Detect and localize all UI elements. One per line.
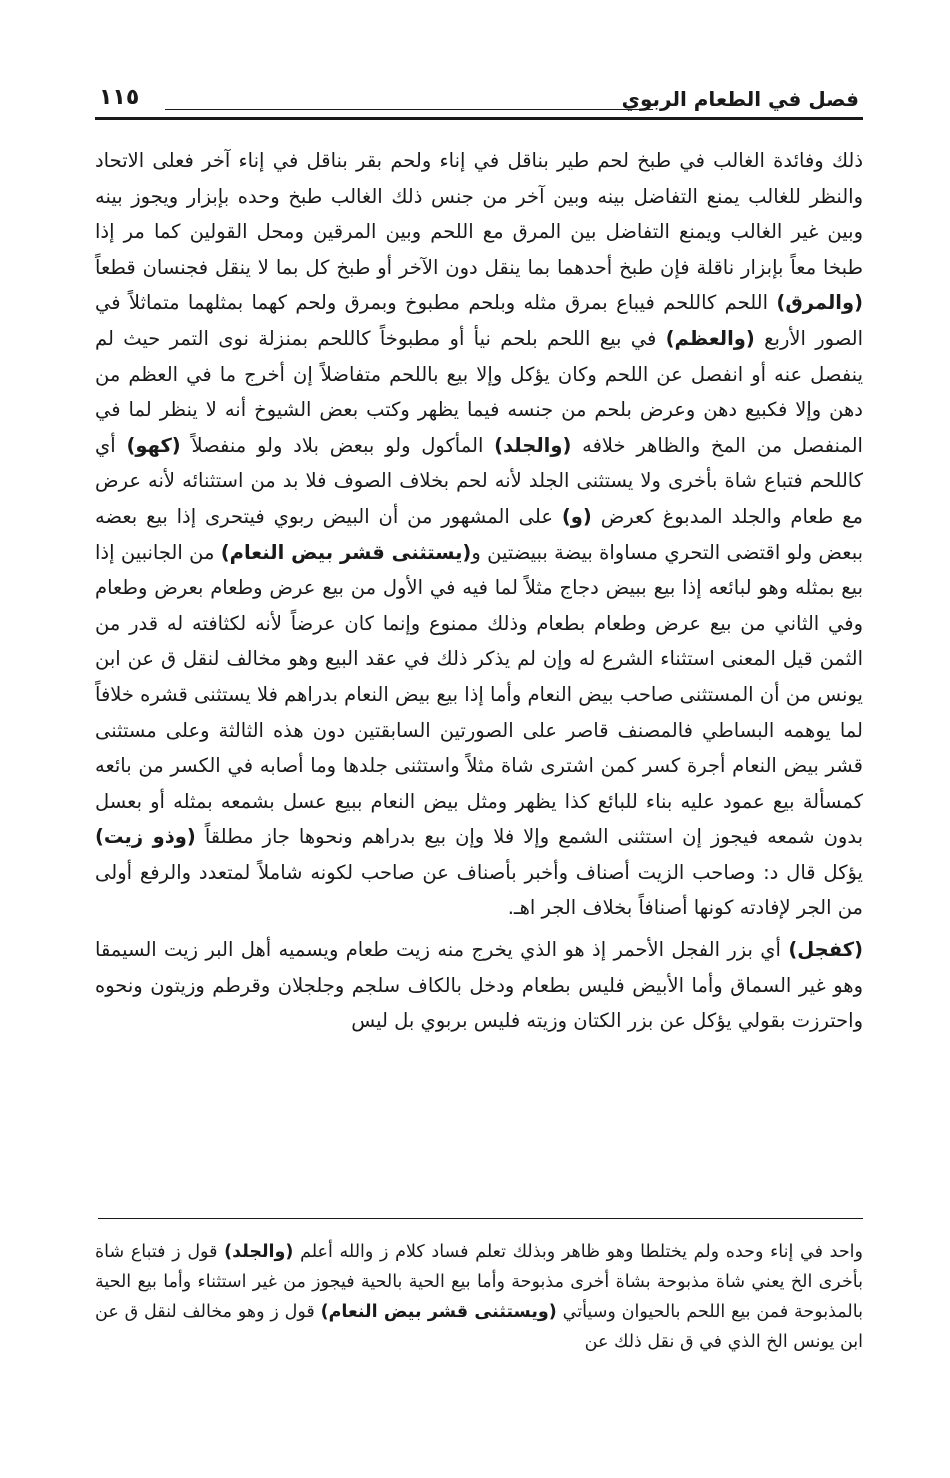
body-text: أي بزر الفجل الأحمر إذ هو الذي يخرج منه زيت طعام ويسميه أهل البر زيت السيمقا وهو غير السماق وأما الأبيض فليس بطعام ودخل بالكاف سلجم وجلجلان وقرطم وزيتون ونحوه واحترزت بقولي يؤكل عن بزر الكتان وزيته فليس بربوي بل ليس: [95, 938, 863, 1033]
main-text: [95, 143, 863, 1039]
matn-term: (وذو زيت): [95, 825, 196, 849]
body-text: يؤكل قال د: وصاحب الزيت أصناف وأخبر بأصناف عن صاحب لكونه شاملاً لمتعدد والرفع أولى من الجر لإفادته كونها أصنافاً بخلاف الجر اهـ.: [95, 860, 863, 920]
page-header: [95, 85, 863, 119]
header-rule: [165, 109, 653, 110]
footnote-term: (ويستثنى قشر بيض النعام): [320, 1302, 557, 1322]
page-number: ١١٥: [99, 85, 140, 110]
book-page: [95, 85, 863, 1415]
body-text: على المشهور من أن البيض ربوي فيتحرى إذا بيع بعضه ببعض ولو اقتضى التحري مساواة بيضة ببيضتين و: [95, 504, 864, 564]
paragraph: [95, 143, 863, 926]
matn-term: (و): [561, 504, 592, 528]
matn-term: (كهو): [126, 433, 181, 457]
footnote-text: قول ز وهو مخالف لنقل ق عن ابن يونس الخ الذي في ق نقل ذلك عن: [95, 1302, 863, 1352]
body-text: اللحم كاللحم فيباع بمرق مثله وبلحم مطبوخ وبمرق ولحم كهما بمثلهما متماثلاً في الصور الأربع: [95, 291, 863, 350]
matn-term: (والعظم): [665, 326, 755, 350]
header-underline: [95, 117, 863, 120]
body-text: أي كاللحم فتباع شاة بأخرى ولا يستثنى الجلد لأنه لحم بخلاف الصوف فلا بد من استثنائه لأنه عرض مع طعام والجلد المدبوغ كعرض: [95, 433, 863, 528]
body-text: من الجانبين إذا بيع بمثله وهو لبائعه إذا بيع ببيض دجاج مثلاً لما فيه في الأول من بيع عرض وطعام بعرض وطعام وفي الثاني من بيع عرض وطعام بطعام وذلك ممنوع وإنما كان عرضاً لأنه لكثافته له قدر من الثمن قيل المعنى استثناء الشرع له وإن لم يذكر ذلك في عقد البيع وهو مخالف لنقل ق عن ابن يونس من أن المستثنى صاحب بيض النعام وأما إذا بيع بيض النعام بدراهم فلا يستثنى قشره خلافاً لما يوهمه البساطي فالمصنف قاصر على الصورتين السابقتين دون هذه الثالثة وعلى مستثنى قشر بيض النعام أجرة كسر كمن اشترى شاة مثلاً واستثنى جلدها وما أصابه في الكسر من بائعه كمسألة بيع عمود عليه بناء للبائع كذا يظهر ومثل بيض النعام ببيع عسل بشمعه بمثله أو بعسل بدون شمعه فيجوز إن استثنى الشمع وإلا فلا وإن بيع بدراهم ونحوها جاز مطلقاً: [95, 540, 863, 849]
matn-term: (كفجل): [788, 938, 863, 962]
footnote-separator: [98, 1218, 863, 1219]
matn-term: (يستثنى قشر بيض النعام): [220, 540, 472, 564]
matn-term: (والجلد): [494, 433, 572, 457]
body-text: المأكول ولو ببعض بلاد ولو منفصلاً: [191, 433, 484, 457]
running-title: فصل في الطعام الربوي: [621, 87, 859, 111]
footnotes: [95, 1237, 863, 1357]
body-text: ذلك وفائدة الغالب في طبخ لحم طير بناقل في إناء ولحم بقر بناقل في إناء آخر فعلى الاتحاد والنظر للغالب يمنع التفاضل بينه وبين آخر من جنس ذلك الغالب طبخ وحده بإبزار ويجوز بينه وبين غير الغالب ويمنع التفاضل بين المرق مع اللحم وبين المرقين ومحل القولين كما مر إذا طبخا معاً بإبزار ناقلة فإن طبخ أحدهما بما ينقل دون الآخر أو طبخ كل بما لا ينقل فجنسان قطعاً: [95, 149, 863, 279]
footnote-term: (والجلد): [224, 1242, 294, 1262]
footnote-text: واحد في إناء وحده ولم يختلطا وهو ظاهر وبذلك تعلم فساد كلام ز والله أعلم: [300, 1242, 863, 1262]
matn-term: (والمرق): [776, 291, 863, 315]
footnote-text: قول ز فتباع شاة بأخرى الخ يعني شاة مذبوحة بشاة أخرى مذبوحة وأما بيع الحية بالحية فيجوز من غير استثناء وأما بيع الحية بالمذبوحة فمن بيع اللحم بالحيوان وسيأتي: [95, 1242, 863, 1322]
footnote-paragraph: [95, 1237, 863, 1357]
paragraph: [95, 932, 863, 1039]
body-text: في بيع اللحم بلحم نيأ أو مطبوخاً كاللحم بمنزلة نوى التمر حيث لم ينفصل عنه أو انفصل عن اللحم وكان يؤكل وإلا بيع باللحم متفاضلاً إن أخرج ما في العظم من دهن وإلا فكبيع دهن وعرض بلحم من جنسه فيما يظهر وكتب بعض الشيوخ أنه لا ينظر لما في المنفصل من المخ والظاهر خلافه: [95, 326, 863, 457]
